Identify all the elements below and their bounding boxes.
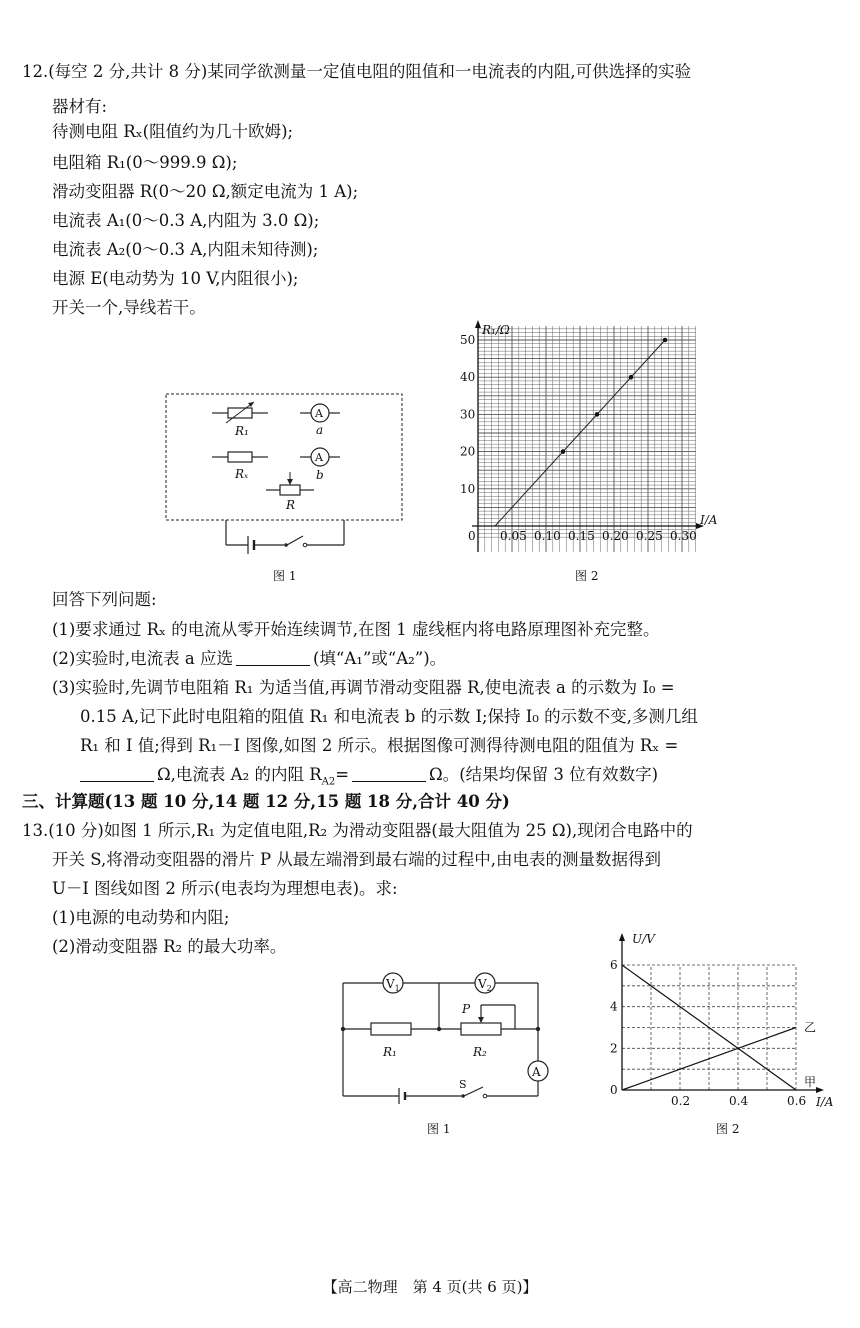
y-tick-label: 0 — [610, 1083, 618, 1097]
y-tick-label: 2 — [610, 1041, 618, 1056]
q13-fig1-label-r1: R₁ — [383, 1045, 397, 1059]
q12-item-r1: 电阻箱 R₁(0～999.9 Ω); — [52, 153, 238, 172]
x-axis-arrow — [816, 1087, 824, 1093]
q12-sub-2 — [52, 648, 446, 670]
y-tick-label: 50 — [460, 333, 476, 347]
q12-item-switch: 开关一个,导线若干。 — [52, 298, 206, 317]
q13-fig1-v1: $V_1$ — [386, 977, 400, 993]
y-tick-label: 6 — [610, 958, 618, 972]
q12-fig2-chart — [450, 318, 740, 563]
q12-sub-3-text-a: Ω,电流表 A₂ 的内阻 R — [157, 765, 322, 784]
data-point — [629, 375, 634, 380]
q12-blank-2[interactable] — [80, 765, 154, 782]
x-tick-label: 0.05 — [500, 528, 527, 543]
y-axis-label: R₁/Ω — [482, 323, 510, 337]
q13-fig1-label-s: S — [459, 1078, 467, 1091]
q13-fig1-caption: 图 1 — [427, 1122, 451, 1136]
q12-fig1-label-r: R — [286, 498, 296, 512]
q12-line-2: 器材有: — [52, 97, 108, 116]
q12-sub-3-text-c: Ω。(结果均保留 3 位有效数字) — [429, 765, 659, 784]
q12-sub-3-line-2: 0.15 A,记下此时电阻箱的阻值 R₁ 和电流表 b 的示数 I;保持 I₀ 的示数不变,多测几组 — [80, 707, 698, 726]
q12-sub-3-line-4 — [80, 764, 658, 793]
q12-fig1-label-rx: Rₓ — [235, 467, 249, 481]
x-tick-label: 0.4 — [729, 1094, 749, 1108]
x-axis-label: I/A — [816, 1095, 834, 1109]
q12-fig1-circuit — [160, 388, 410, 568]
q12-line-1: 12.(每空 2 分,共计 8 分)某同学欲测量一定值电阻的阻值和一电流表的内阻,可供选择的实验 — [22, 62, 692, 81]
q12-item-rx: 待测电阻 Rₓ(阻值约为几十欧姆); — [52, 122, 294, 141]
q12-sub-2-text-b: (填“A₁”或“A₂”)。 — [312, 649, 447, 668]
q12-sub-3-line-1: (3)实验时,先调节电阻箱 R₁ 为适当值,再调节滑动变阻器 R,使电流表 a 的示数为 I₀ = — [52, 678, 675, 697]
q12-fig1-label-a: a — [316, 423, 324, 437]
q13-sub-1: (1)电源的电动势和内阻; — [52, 908, 230, 927]
q12-sub-3-subscript: A2 — [321, 776, 336, 788]
q12-answer-intro: 回答下列问题: — [52, 590, 157, 609]
q13-fig1-circuit — [335, 965, 560, 1115]
section-3-heading: 三、计算题(13 题 10 分,14 题 12 分,15 题 18 分,合计 40 分) — [22, 792, 510, 811]
q12-sub-1: (1)要求通过 Rₓ 的电流从零开始连续调节,在图 1 虚线框内将电路原理图补充完整。 — [52, 620, 660, 639]
data-point — [561, 449, 566, 454]
x-tick-label: 0.25 — [636, 528, 663, 543]
q13-line-3: U－I 图线如图 2 所示(电表均为理想电表)。求: — [52, 879, 398, 898]
q12-fig1-meter-b-symbol: A — [315, 451, 323, 464]
q12-sub-3-text-b: = — [335, 765, 350, 784]
q13-fig1-ammeter: A — [532, 1065, 541, 1079]
q13-line-1: 13.(10 分)如图 1 所示,R₁ 为定值电阻,R₂ 为滑动变阻器(最大阻值为 25 Ω),现闭合电路中的 — [22, 821, 693, 840]
q12-item-a2: 电流表 A₂(0～0.3 A,内阻未知待测); — [52, 240, 319, 259]
y-tick-label: 40 — [460, 370, 476, 385]
q13-fig2-caption: 图 2 — [716, 1122, 740, 1136]
y-axis-arrow — [619, 933, 625, 941]
series-line — [622, 1028, 796, 1091]
q13-fig1-label-r2: R₂ — [473, 1045, 487, 1059]
series-label: 乙 — [804, 1020, 817, 1035]
x-tick-label: 0 — [468, 528, 476, 543]
y-axis-label: U/V — [632, 932, 655, 946]
x-axis-label: I/A — [700, 513, 718, 527]
x-tick-label: 0.2 — [671, 1094, 691, 1108]
page-footer: 【高二物理 第 4 页(共 6 页)】 — [322, 1278, 538, 1296]
q12-item-e: 电源 E(电动势为 10 V,内阻很小); — [52, 269, 299, 288]
data-point — [595, 412, 600, 417]
q12-fig1-label-r1: R₁ — [235, 424, 249, 438]
q12-item-a1: 电流表 A₁(0～0.3 A,内阻为 3.0 Ω); — [52, 211, 320, 230]
y-tick-label: 4 — [610, 999, 618, 1014]
q13-fig2-chart — [600, 925, 840, 1115]
q12-fig1-label-b: b — [316, 468, 324, 482]
y-tick-label: 10 — [460, 481, 476, 496]
y-axis-arrow — [475, 320, 481, 328]
q12-fig2-caption: 图 2 — [575, 569, 599, 583]
x-tick-label: 0.30 — [670, 528, 697, 543]
x-tick-label: 0.6 — [787, 1094, 807, 1108]
q13-line-2: 开关 S,将滑动变阻器的滑片 P 从最左端滑到最右端的过程中,由电表的测量数据得到 — [52, 850, 662, 869]
series-label: 甲 — [804, 1075, 817, 1089]
q12-fig1-meter-a-symbol: A — [315, 407, 323, 420]
x-tick-label: 0.10 — [534, 528, 561, 543]
y-tick-label: 20 — [460, 444, 476, 459]
data-point — [663, 338, 668, 343]
y-tick-label: 30 — [460, 407, 476, 422]
q12-item-r: 滑动变阻器 R(0～20 Ω,额定电流为 1 A); — [52, 182, 359, 201]
q12-blank-3[interactable] — [352, 765, 426, 782]
q12-sub-3-line-3: R₁ 和 I 值;得到 R₁－I 图像,如图 2 所示。根据图像可测得待测电阻的阻值为 Rₓ = — [80, 736, 679, 755]
q13-sub-2: (2)滑动变阻器 R₂ 的最大功率。 — [52, 937, 287, 956]
q12-blank-1[interactable] — [236, 649, 310, 666]
x-tick-label: 0.20 — [602, 528, 629, 543]
q13-fig1-label-p: P — [462, 1002, 471, 1016]
x-tick-label: 0.15 — [568, 528, 595, 543]
q12-fig1-caption: 图 1 — [273, 569, 297, 583]
q13-fig1-v2: $V_2$ — [478, 977, 492, 993]
q12-sub-2-text-a: (2)实验时,电流表 a 应选 — [52, 649, 233, 668]
